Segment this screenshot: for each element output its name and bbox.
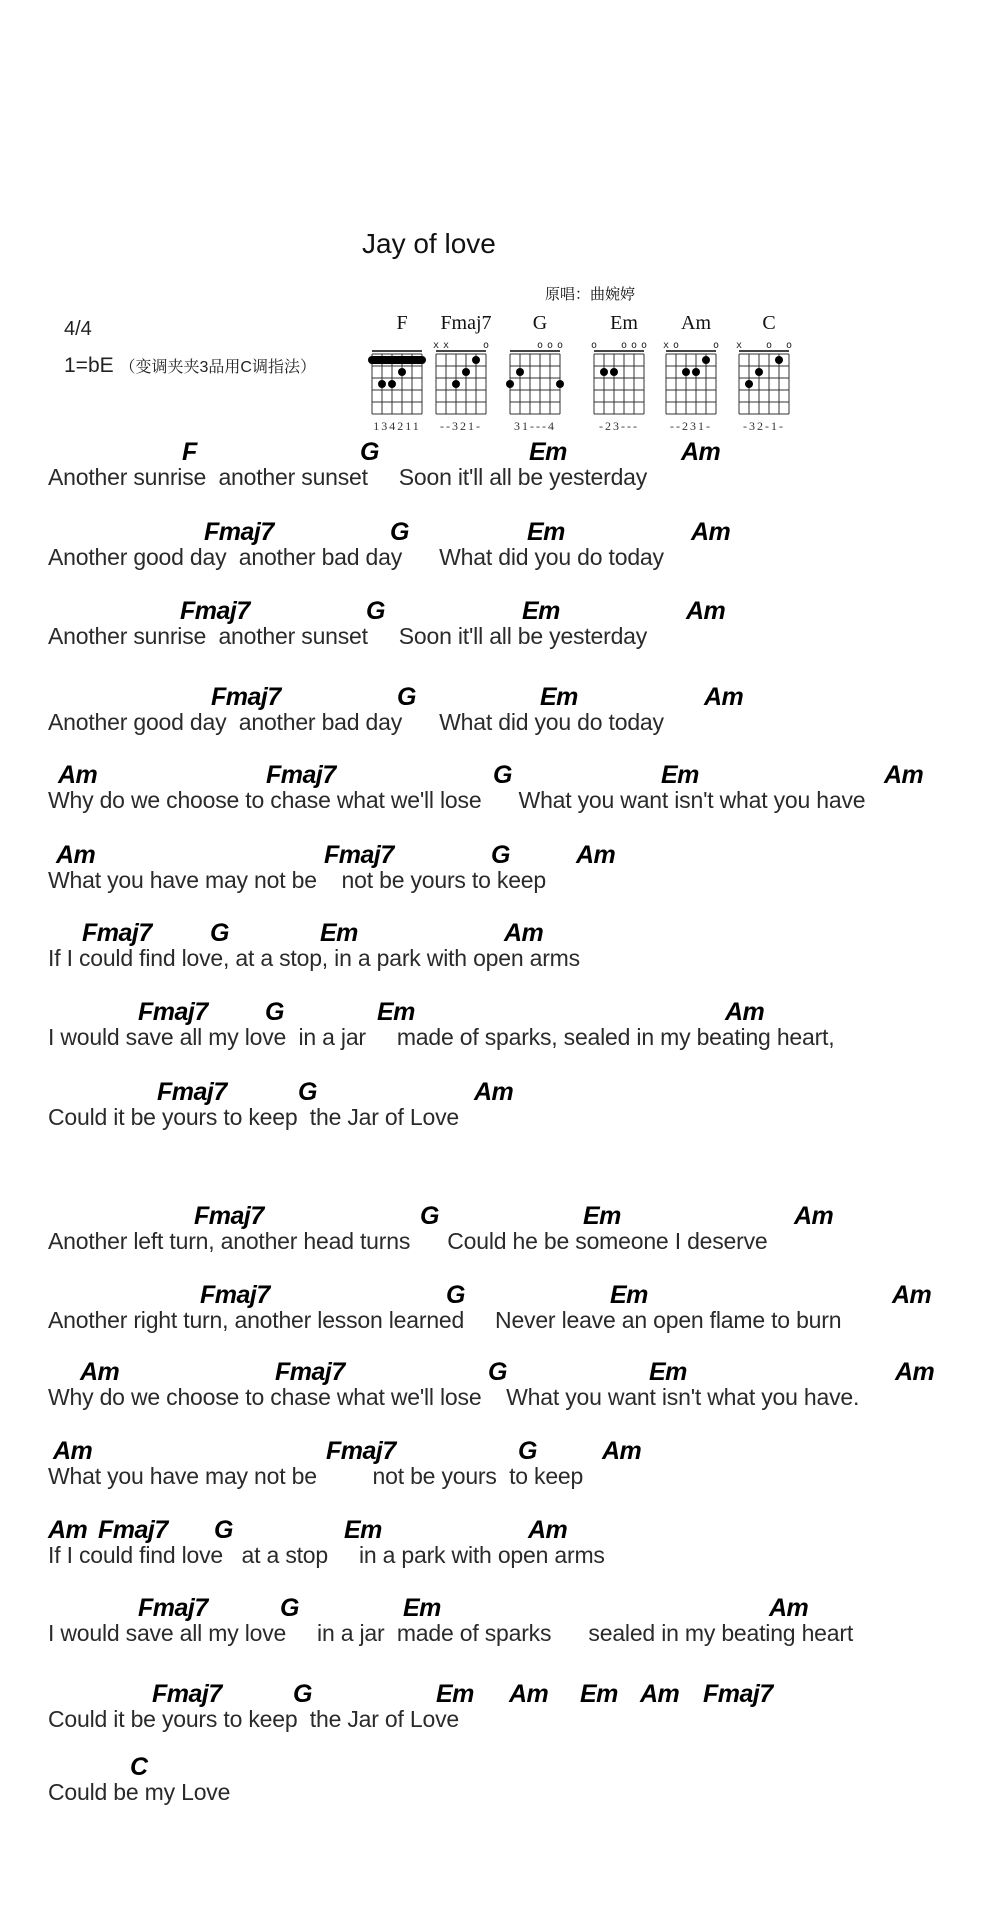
lyric-text: Another good day another bad day What did you do today <box>48 709 664 735</box>
lyric-text: If I could find love at a stop in a park with open arms <box>48 1542 605 1568</box>
chord-label: Em <box>661 761 699 789</box>
chord-label: G <box>488 1358 507 1386</box>
lyric-text: Another good day another bad day What did you do today <box>48 544 664 570</box>
chord-label: G <box>214 1516 233 1544</box>
fingering-label: --321- <box>440 419 482 433</box>
chord-label: G <box>280 1594 299 1622</box>
chord-label: Am <box>725 998 765 1026</box>
chord-label: G <box>293 1680 312 1708</box>
chord-label: G <box>518 1437 537 1465</box>
fingering-label: --231- <box>670 419 712 433</box>
chord-label: Am <box>58 761 98 789</box>
chord-diagram-name: Fmaj7 <box>440 312 492 334</box>
finger-dot <box>610 368 618 376</box>
chord-label: G <box>390 518 409 546</box>
chord-label: Em <box>436 1680 474 1708</box>
lyric-line <box>0 1753 1000 1813</box>
chord-label: Fmaj7 <box>266 761 336 789</box>
chord-label: Em <box>320 919 358 947</box>
chord-label: Em <box>610 1281 648 1309</box>
finger-dot <box>462 368 470 376</box>
chord-label: Am <box>56 841 96 869</box>
finger-dot <box>682 368 690 376</box>
string-marks: x o o <box>736 340 797 351</box>
fretboard-grid <box>500 338 580 448</box>
key-signature <box>64 354 316 378</box>
chord-label: Fmaj7 <box>152 1680 222 1708</box>
finger-dot <box>775 356 783 364</box>
chord-label: Am <box>53 1437 93 1465</box>
chord-label: Em <box>344 1516 382 1544</box>
lyric-line <box>0 1281 1000 1341</box>
chord-label: Am <box>884 761 924 789</box>
chord-diagram-am <box>656 312 736 452</box>
finger-dot <box>388 380 396 388</box>
string-marks: o ooo <box>591 340 652 351</box>
chord-label: Am <box>686 597 726 625</box>
finger-dot <box>745 380 753 388</box>
lyric-line <box>0 1594 1000 1654</box>
chord-label: Am <box>895 1358 935 1386</box>
lyric-line <box>0 919 1000 979</box>
chord-label: Am <box>681 438 721 466</box>
chord-label: Fmaj7 <box>703 1680 773 1708</box>
song-title: Jay of love <box>362 228 496 259</box>
fretboard-grid <box>426 338 506 448</box>
lyric-line <box>0 1516 1000 1576</box>
time-signature: 4/4 <box>64 318 92 340</box>
lyric-text: Another left turn, another head turns Could he be someone I deserve <box>48 1228 768 1254</box>
chord-label: Fmaj7 <box>211 683 281 711</box>
chord-label: Em <box>580 1680 618 1708</box>
chord-label: Am <box>691 518 731 546</box>
lyric-line <box>0 597 1000 657</box>
fretboard-grid <box>584 338 664 448</box>
lyric-text: Could it be yours to keep the Jar of Love <box>48 1706 459 1732</box>
finger-dot <box>452 380 460 388</box>
lyric-text: Why do we choose to chase what we'll lose What you want isn't what you have. <box>48 1384 860 1410</box>
chord-label: Am <box>704 683 744 711</box>
chord-label: Am <box>602 1437 642 1465</box>
fretboard-grid <box>656 338 736 448</box>
chord-label: G <box>397 683 416 711</box>
lyric-text: Another sunrise another sunset Soon it'll all be yesterday <box>48 623 648 649</box>
original-singer: 原唱：曲婉婷 <box>545 286 636 303</box>
lyric-text: What you have may not be not be yours to keep <box>48 1463 584 1489</box>
chord-label: Am <box>474 1078 514 1106</box>
chord-label: Am <box>640 1680 680 1708</box>
chord-label: Am <box>769 1594 809 1622</box>
string-marks: xo o <box>663 340 724 351</box>
lyric-text: Why do we choose to chase what we'll lose What you want isn't what you have <box>48 787 866 813</box>
fingering-label: 31---4 <box>514 419 556 433</box>
chord-label: Am <box>80 1358 120 1386</box>
chord-diagram-name: C <box>762 312 776 334</box>
chord-label: Em <box>522 597 560 625</box>
chord-label: Fmaj7 <box>138 998 208 1026</box>
chord-label: Am <box>576 841 616 869</box>
chord-label: Em <box>527 518 565 546</box>
chord-label: Fmaj7 <box>138 1594 208 1622</box>
chord-label: G <box>493 761 512 789</box>
chord-label: G <box>298 1078 317 1106</box>
barre-bar <box>368 356 426 364</box>
lyric-text: Another sunrise another sunset Soon it'll all be yesterday <box>48 464 648 490</box>
finger-dot <box>755 368 763 376</box>
lyric-line <box>0 1202 1000 1262</box>
chord-diagram-em <box>584 312 664 452</box>
chord-label: Fmaj7 <box>324 841 394 869</box>
chord-diagram-g <box>500 312 580 452</box>
fingering-label: -23--- <box>599 419 639 433</box>
chord-label: Fmaj7 <box>194 1202 264 1230</box>
finger-dot <box>378 380 386 388</box>
lyric-line <box>0 1680 1000 1740</box>
chord-label: Fmaj7 <box>200 1281 270 1309</box>
chord-label: Fmaj7 <box>82 919 152 947</box>
chord-label: Am <box>504 919 544 947</box>
chord-label: Am <box>528 1516 568 1544</box>
fretboard-grid <box>729 338 809 448</box>
chord-label: F <box>182 438 197 466</box>
string-marks: xx o <box>433 340 494 351</box>
chord-label: Fmaj7 <box>204 518 274 546</box>
chord-diagram-name: G <box>532 312 548 334</box>
finger-dot <box>692 368 700 376</box>
lyric-line <box>0 841 1000 901</box>
chord-label: G <box>420 1202 439 1230</box>
lyric-text: Another right turn, another lesson learned Never leave an open flame to burn <box>48 1307 842 1333</box>
chord-label: G <box>360 438 379 466</box>
lyric-line <box>0 761 1000 821</box>
chord-label: C <box>130 1753 148 1781</box>
lyric-text: If I could find love, at a stop, in a park with open arms <box>48 945 580 971</box>
finger-dot <box>506 380 514 388</box>
chord-diagram-name: Am <box>681 312 711 334</box>
lyric-line <box>0 518 1000 578</box>
chord-label: Fmaj7 <box>275 1358 345 1386</box>
chord-label: Am <box>48 1516 88 1544</box>
chord-label: G <box>210 919 229 947</box>
chord-label: G <box>366 597 385 625</box>
capo-note: （变调夹夹3品用C调指法） <box>119 359 316 376</box>
fingering-label: 134211 <box>373 419 421 433</box>
chord-diagram-name: F <box>396 312 408 334</box>
chord-label: Em <box>540 683 578 711</box>
chord-diagram-name: Em <box>610 312 638 334</box>
lyric-line <box>0 438 1000 498</box>
chord-label: Fmaj7 <box>180 597 250 625</box>
chord-label: Fmaj7 <box>157 1078 227 1106</box>
finger-dot <box>702 356 710 364</box>
chord-label: Em <box>529 438 567 466</box>
chord-label: Fmaj7 <box>98 1516 168 1544</box>
lyric-line <box>0 998 1000 1058</box>
fingering-label: -32-1- <box>743 419 785 433</box>
chord-diagram-fmaj7 <box>426 312 506 452</box>
lyric-text: I would save all my love in a jar made of sparks, sealed in my beating heart, <box>48 1024 835 1050</box>
chord-label: Em <box>649 1358 687 1386</box>
chord-label: Fmaj7 <box>326 1437 396 1465</box>
finger-dot <box>472 356 480 364</box>
lyric-line <box>0 1437 1000 1497</box>
chord-label: G <box>491 841 510 869</box>
lyric-line <box>0 1358 1000 1418</box>
finger-dot <box>556 380 564 388</box>
finger-dot <box>398 368 406 376</box>
chord-label: G <box>446 1281 465 1309</box>
finger-dot <box>600 368 608 376</box>
chord-label: Em <box>377 998 415 1026</box>
chord-label: Em <box>583 1202 621 1230</box>
lyric-line <box>0 683 1000 743</box>
lyric-line <box>0 1078 1000 1138</box>
finger-dot <box>516 368 524 376</box>
lyric-text: Could it be yours to keep the Jar of Love <box>48 1104 459 1130</box>
chord-label: Am <box>794 1202 834 1230</box>
chord-label: Em <box>403 1594 441 1622</box>
lyric-text: What you have may not be not be yours to keep <box>48 867 546 893</box>
lyric-text: Could be my Love <box>48 1779 231 1805</box>
chord-diagram-c <box>729 312 809 452</box>
key-value: 1=bE <box>64 354 114 377</box>
lyric-text: I would save all my love in a jar made of sparks sealed in my beating heart <box>48 1620 854 1646</box>
chord-label: Am <box>892 1281 932 1309</box>
chord-label: G <box>265 998 284 1026</box>
chord-label: Am <box>509 1680 549 1708</box>
string-marks: ooo <box>507 340 568 351</box>
